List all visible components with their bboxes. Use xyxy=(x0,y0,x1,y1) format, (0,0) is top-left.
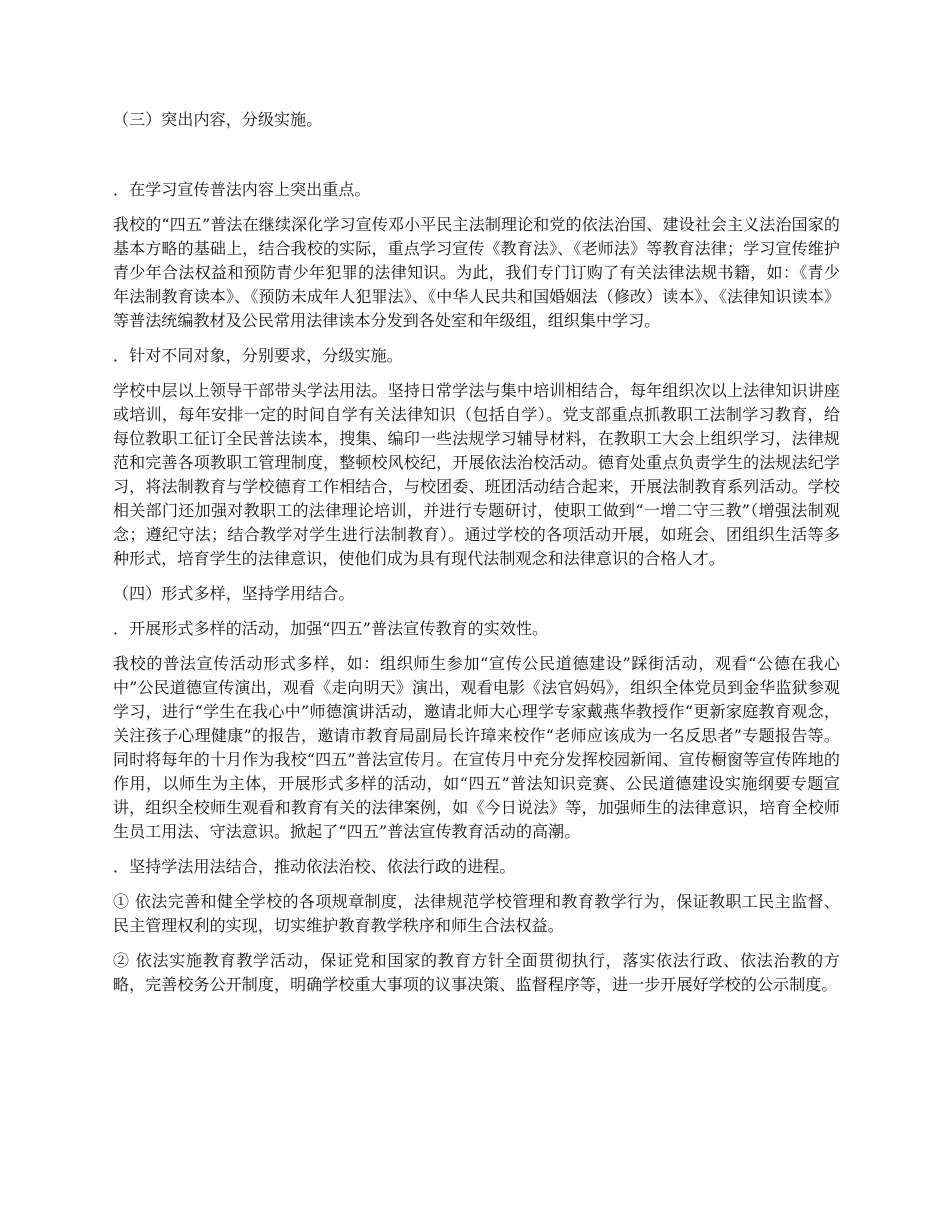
section-heading-3: （三）突出内容，分级实施。 xyxy=(113,110,323,129)
numbered-point-1: ① 依法完善和健全学校的各项规章制度，法律规范学校管理和教育教学行为，保证教职工民主监督、民主管理权利的实现，切实维护教育教学秩序和师生合法权益。 xyxy=(113,892,840,935)
item-body-1: 我校的“四五”普法在继续深化学习宣传邓小平民主法制理论和党的依法治国、建设社会主义法治国家的基本方略的基础上，结合我校的实际，重点学习宣传《教育法》、《老师法》等教育法律；学习宣传维护青少年合法权益和预防青少年犯罪的法律知识。为此，我们专门订购了有关法律法规书籍，如：《青少年法制教育读本》、《预防未成年人犯罪法》、《中华人民共和国婚姻法（修改）读本》、《法律知识读本》等普法统编教材及公民常用法律读本分发到各处室和年级组，组织集中学习。 xyxy=(113,215,840,330)
item-body-3: 我校的普法宣传活动形式多样，如：组织师生参加“宣传公民道德建设”踩街活动，观看“公德在我心中”公民道德宣传演出，观看《走向明天》演出，观看电影《法官妈妈》，组织全体党员到金华监狱参观学习，进行“学生在我心中”师德演讲活动，邀请北师大心理学专家戴燕华教授作“更新家庭教育观念，关注孩子心理健康”的报告，邀请市教育局副局长许璋来校作“老师应该成为一名反思者”专题报告等。同时将每年的十月作为我校“四五”普法宣传月。在宣传月中充分发挥校园新闻、宣传橱窗等宣传阵地的作用，以师生为主体，开展形式多样的活动，如“四五”普法知识竞赛、公民道德建设实施纲要专题宣讲，组织全校师生观看和教育有关的法律案例，如《今日说法》等，加强师生的法律意识，培育全校师生员工用法、守法意识。掀起了“四五”普法宣传教育活动的高潮。 xyxy=(113,654,840,841)
item-heading-3: ．开展形式多样的活动，加强“四五”普法宣传教育的实效性。 xyxy=(113,619,549,638)
numbered-point-2: ② 依法实施教育教学活动，保证党和国家的教育方针全面贯彻执行，落实依法行政、依法治教的方略，完善校务公开制度，明确学校重大事项的议事决策、监督程序等，进一步开展好学校的公示制度。 xyxy=(113,951,840,994)
item-heading-2: ．针对不同对象，分别要求，分级实施。 xyxy=(113,346,403,365)
item-heading-1: ．在学习宣传普法内容上突出重点。 xyxy=(113,180,371,199)
section-heading-4: （四）形式多样，坚持学用结合。 xyxy=(113,584,355,603)
item-body-2: 学校中层以上领导干部带头学法用法。坚持日常学法与集中培训相结合，每年组织次以上法律知识讲座或培训，每年安排一定的时间自学有关法律知识（包括自学）。党支部重点抓教职工法制学习教育，给每位教职工征订全民普法读本，搜集、编印一些法规学习辅导材料，在教职工大会上组织学习，法律规范和完善各项教职工管理制度，整顿校风校纪，开展依法治校活动。德育处重点负责学生的法规法纪学习，将法制教育与学校德育工作相结合，与校团委、班团活动结合起来，开展法制教育系列活动。学校相关部门还加强对教职工的法律理论培训，并进行专题研讨，使职工做到“一增二守三教”（增强法制观念；遵纪守法；结合教学对学生进行法制教育）。通过学校的各项活动开展，如班会、团组织生活等多种形式，培育学生的法律意识，使他们成为具有现代法制观念和法律意识的合格人才。 xyxy=(113,381,840,568)
item-heading-4: ．坚持学法用法结合，推动依法治校、依法行政的进程。 xyxy=(113,857,516,876)
document-page xyxy=(113,108,840,1008)
section-spacer xyxy=(113,143,840,178)
